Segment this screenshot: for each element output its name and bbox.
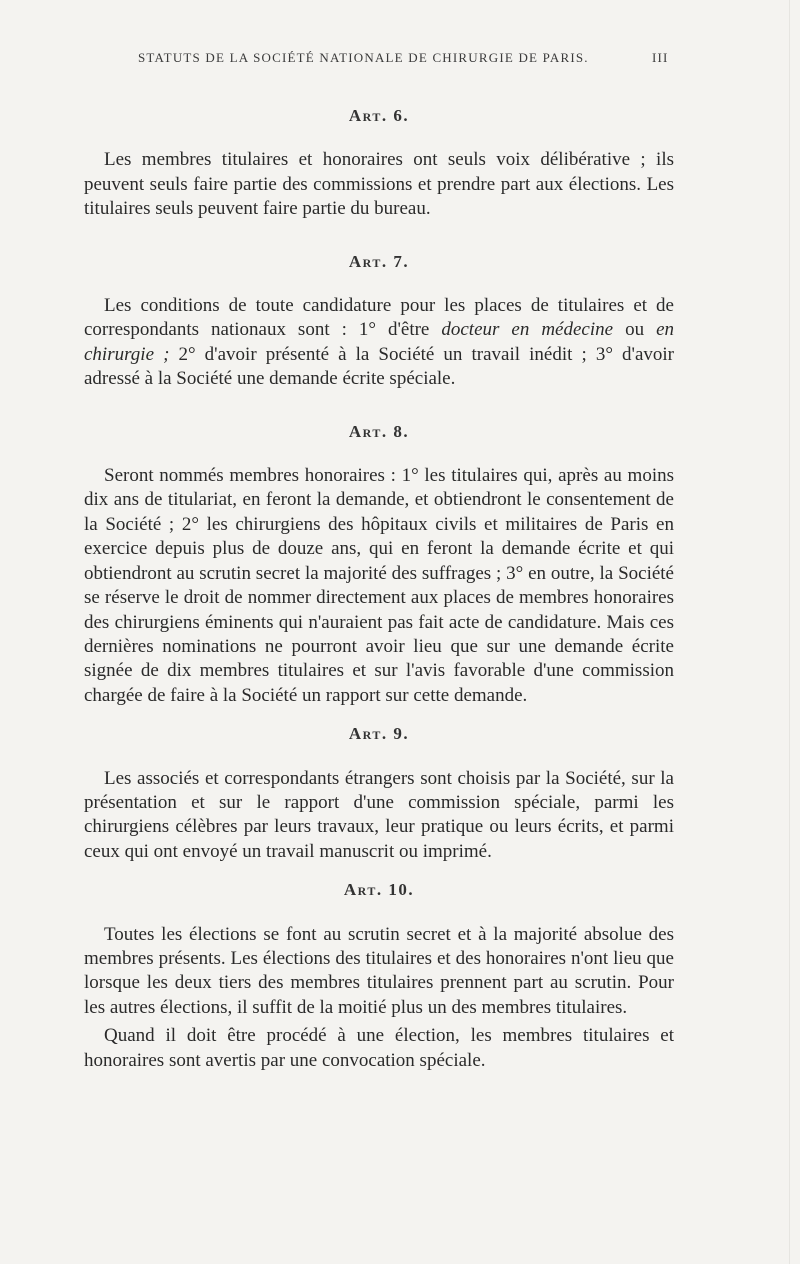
article-8-title: Art. 8. (348, 421, 410, 441)
running-title: STATUTS DE LA SOCIÉTÉ NATIONALE DE CHIRURGIE DE PARIS. (138, 50, 589, 65)
page-edge-rule (789, 0, 790, 1264)
article-10-paragraph-1: Toutes les élections se font au scrutin secret et à la majorité absolue des membres présents. Les élections des titulaires et des honoraires n'ont lieu que lorsque les deux tiers des membres titulaires prennent part au scrutin. Pour les autres élections, il suffit de la moitié plus un des membres titulaires. (84, 923, 674, 1018)
article-6-paragraph: Les membres titulaires et honoraires ont seuls voix délibérative ; ils peuvent seuls faire partie des commissions et prendre part aux élections. Les titulaires seuls peuvent faire partie du bureau. (84, 149, 674, 220)
article-7-text-b: ou (613, 319, 657, 341)
article-8-paragraph: Seront nommés membres honoraires : 1° les titulaires qui, après au moins dix ans de titulariat, en feront la demande, et obtiendront le consentement de la Société ; 2° les chirurgiens des hôpitaux civils et militaires de Paris en exercice depuis plus de douze ans, qui en feront la demande écrite et qui obtiendront au scrutin secret la majorité des suffrages ; 3° en outre, la Société se réserve le droit de nommer directement aux places de membres honoraires des chirurgiens éminents qui n'auraient pas fait acte de candidature. Mais ces dernières nominations ne pourront avoir lieu que sur une demande écrite signée de dix membres titulaires et sur l'avis favorable d'une commission chargée de faire à la Société un rapport sur cette demande. (84, 465, 674, 706)
article-7-emphasis-docteur: docteur en médecine (441, 319, 614, 341)
article-7-paragraph (84, 294, 674, 392)
article-7-text-a: Les conditions de toute candidature pour les places de titulaires et de correspondants nationaux sont : 1° d'être (84, 295, 674, 341)
article-9-paragraph: Les associés et correspondants étrangers sont choisis par la Société, sur la présentation et sur le rapport d'une commission spéciale, parmi les chirurgiens célèbres par leurs travaux, leur pratique ou leurs écrits, et parmi ceux qui ont envoyé un travail manuscrit ou imprimé. (84, 767, 674, 862)
article-7-title: Art. 7. (348, 251, 410, 271)
page-number: III (652, 50, 669, 65)
article-9-title: Art. 9. (348, 724, 410, 744)
article-10-title: Art. 10. (343, 880, 415, 900)
article-6-title: Art. 6. (348, 106, 410, 125)
article-7-text-c: 2° d'avoir présenté à la Société un travail inédit ; 3° d'avoir adressé à la Société une demande écrite spéciale. (84, 343, 674, 390)
article-10-paragraph-2: Quand il doit être procédé à une élection, les membres titulaires et honoraires sont avertis par une convocation spéciale. (84, 1025, 674, 1071)
statutes-text (84, 104, 674, 1073)
article-7-emphasis-chirurgie: en chirurgie ; (84, 319, 675, 365)
